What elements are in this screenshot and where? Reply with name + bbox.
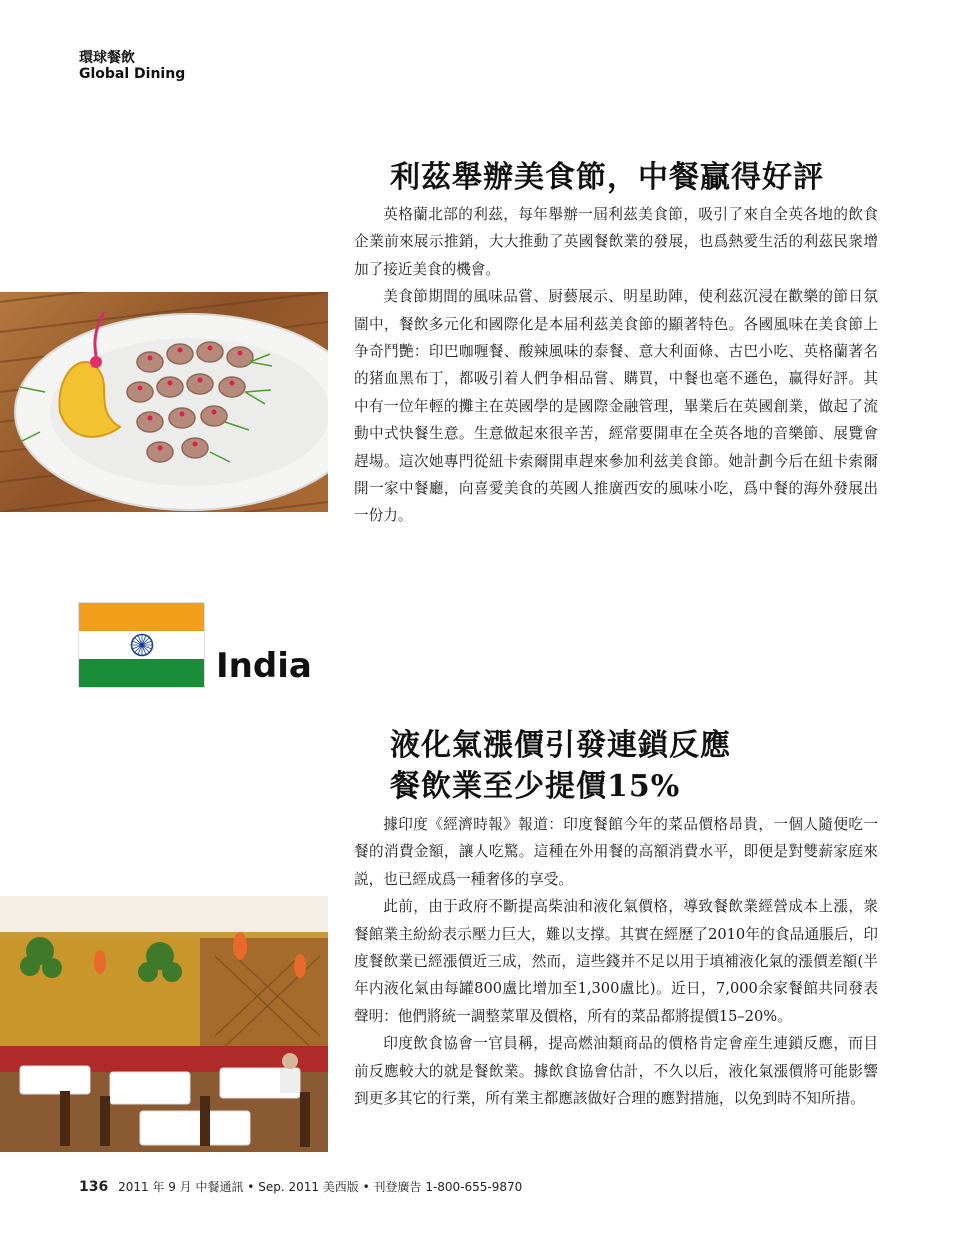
ashoka-chakra-icon [130, 633, 154, 657]
article2-paragraph: 據印度《經濟時報》報道：印度餐館今年的菜品價格昂貴，一個人隨便吃一餐的消費金額，讓人吃驚。這種在外用餐的高額消費水平，即便是對雙薪家庭來説，也已經成爲一種奢侈的享受。 [354, 816, 878, 888]
article2-paragraph: 此前，由于政府不斷提高柴油和液化氣價格，導致餐飲業經營成本上漲，衆餐館業主紛紛表示壓力巨大，難以支撑。其實在經歷了2010年的食品通脹后，印度餐飲業已經漲價近三成，然而，這些錢并不足以用于填補液化氣的漲價差額(半年内液化氣由每罐800盧比增加至1,300盧比)。近日，7,000余家餐館共同發表聲明：他們將統一調整菜單及價格，所有的菜品都將提價15–20%。 [354, 898, 878, 1025]
article1-title: 利茲舉辦美食節，中餐贏得好評 [390, 160, 824, 195]
restaurant-interior-photo [0, 896, 328, 1152]
section-label-zh: 環球餐飲 [79, 50, 135, 66]
page-footer [79, 1178, 522, 1195]
article1-paragraph: 英格蘭北部的利茲，每年舉辦一屆利茲美食節，吸引了來自全英各地的飲食企業前來展示推銷，大大推動了英國餐飲業的發展，也爲熱愛生活的利茲民衆增加了接近美食的機會。 [354, 206, 878, 278]
page-number: 136 [79, 1179, 109, 1195]
flag-white-band [79, 631, 204, 659]
article1-paragraph: 美食節期間的風味品嘗、厨藝展示、明星助陣，使利茲沉浸在歡樂的節日氛圍中，餐飲多元化和國際化是本届利茲美食節的顯著特色。各國風味在美食節上争奇鬥艷：印巴咖喱餐、酸辣風味的泰餐、意大利面條、古巴小吃、英格蘭著名的猪血黑布丁，都吸引着人們争相品嘗、購買，中餐也毫不遜色，赢得好評。其中有一位年輕的攤主在英國學的是國際金融管理，畢業后在英國創業，做起了流動中式快餐生意。生意做起來很辛苦，經常要開車在全英各地的音樂節、展覽會趕場。這次她專門從紐卡索爾開車趕來參加利兹美食節。她計劃今后在紐卡索爾開一家中餐廳，向喜愛美食的英國人推廣西安的風味小吃，爲中餐的海外發展出一份力。 [354, 288, 878, 525]
section-label-en: Global Dining [79, 66, 186, 83]
article1-body [354, 201, 878, 530]
flag-saffron-band [79, 603, 204, 631]
article2-title-line1: 液化氣漲價引發連鎖反應 [390, 728, 731, 763]
flag-green-band [79, 659, 204, 687]
restaurant-illustration [0, 896, 328, 1152]
article2-title [390, 726, 731, 807]
india-flag [79, 603, 204, 687]
country-heading: India [216, 646, 312, 686]
peacock-dish-illustration [0, 292, 328, 512]
article2-body [354, 811, 878, 1112]
footer-text: 2011 年 9 月 中餐通訊 • Sep. 2011 美西版 • 刊登廣告 1-800-655-9870 [118, 1180, 523, 1194]
article2-paragraph: 印度飲食協會一官員稱，提高燃油類商品的價格肯定會産生連鎖反應，而目前反應較大的就是餐飲業。據飲食協會估計，不久以后，液化氣漲價將可能影響到更多其它的行業，所有業主都應該做好合理的應對措施，以免到時不知所措。 [354, 1035, 878, 1108]
food-festival-photo [0, 292, 328, 512]
article2-title-line2: 餐飲業至少提價15% [390, 768, 681, 804]
section-label [79, 50, 185, 82]
